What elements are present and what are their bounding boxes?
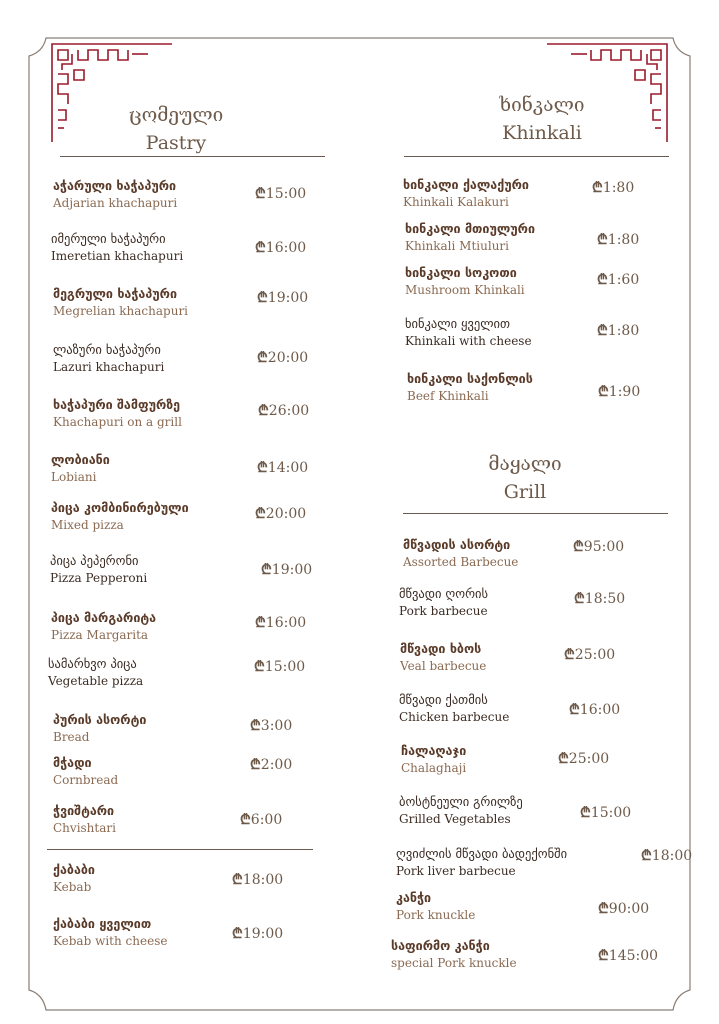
currency-symbol: ₾	[641, 848, 652, 864]
price-value: 19:00	[271, 562, 313, 578]
grill-divider	[403, 513, 668, 514]
item-name-ka: იმერული ხაჭაპური	[51, 231, 166, 246]
item-price	[592, 178, 634, 197]
price-value: 145:00	[608, 948, 659, 964]
menu-item	[399, 586, 488, 618]
menu-item	[53, 342, 164, 374]
item-name-en: Lazuri khachapuri	[53, 360, 165, 374]
item-name-ka: მწვადი ღორის	[399, 586, 489, 601]
currency-symbol: ₾	[255, 186, 266, 202]
currency-symbol: ₾	[240, 812, 251, 828]
currency-symbol: ₾	[558, 751, 569, 767]
currency-symbol: ₾	[598, 901, 609, 917]
grill-title-ka: მაყალი	[488, 453, 562, 475]
menu-item	[53, 862, 95, 894]
currency-symbol: ₾	[569, 702, 580, 718]
item-name-ka: ჩალაღაჯი	[401, 743, 467, 758]
price-value: 16:00	[579, 702, 621, 718]
menu-item	[53, 803, 116, 835]
item-price	[255, 238, 306, 257]
price-value: 16:00	[265, 615, 307, 631]
pastry-divider	[60, 156, 325, 157]
menu-item	[405, 265, 525, 297]
pastry-title-en: Pastry	[145, 132, 207, 154]
item-name-en: Khinkali Kalakuri	[403, 195, 509, 209]
menu-item	[53, 916, 167, 948]
item-price	[258, 401, 309, 420]
currency-symbol: ₾	[257, 460, 268, 476]
item-name-ka: ჭვიშტარი	[53, 803, 115, 818]
item-name-ka: ბოსტნეული გრილზე	[399, 794, 523, 809]
price-value: 19:00	[267, 290, 309, 306]
price-value: 1:80	[607, 232, 640, 248]
price-value: 1:80	[602, 180, 635, 196]
item-name-ka: მეგრული ხაჭაპური	[53, 286, 177, 301]
item-name-en: Mixed pizza	[51, 518, 124, 532]
item-price	[573, 537, 624, 556]
price-value: 26:00	[268, 403, 310, 419]
menu-item	[405, 316, 532, 348]
price-value: 14:00	[267, 460, 309, 476]
menu-item	[403, 177, 529, 209]
item-name-en: Kebab	[53, 880, 92, 894]
item-name-ka: პიცა მარგარიტა	[51, 610, 157, 625]
menu-item	[399, 794, 523, 826]
price-value: 1:60	[607, 272, 640, 288]
menu-item	[53, 755, 118, 787]
currency-symbol: ₾	[255, 240, 266, 256]
item-name-en: Chalaghaji	[401, 761, 467, 775]
item-name-ka: ხინკალი ყველით	[405, 316, 511, 331]
menu-item	[401, 743, 466, 775]
item-name-ka: საფირმო კანჭი	[391, 938, 490, 953]
item-name-en: Khachapuri on a grill	[53, 415, 182, 429]
item-price	[597, 270, 639, 289]
currency-symbol: ₾	[257, 350, 268, 366]
price-value: 6:00	[250, 812, 283, 828]
currency-symbol: ₾	[232, 872, 243, 888]
currency-symbol: ₾	[564, 647, 575, 663]
menu-item	[51, 231, 183, 263]
currency-symbol: ₾	[573, 539, 584, 555]
price-value: 20:00	[267, 350, 309, 366]
price-value: 1:80	[607, 323, 640, 339]
currency-symbol: ₾	[258, 403, 269, 419]
item-price	[597, 230, 639, 249]
price-value: 20:00	[265, 506, 307, 522]
item-name-ka: აჭარული ხაჭაპური	[53, 178, 177, 193]
price-value: 15:00	[590, 805, 632, 821]
item-price	[257, 348, 308, 367]
item-name-en: special Pork knuckle	[391, 956, 517, 970]
price-value: 1:90	[608, 384, 641, 400]
currency-symbol: ₾	[597, 272, 608, 288]
currency-symbol: ₾	[232, 926, 243, 942]
currency-symbol: ₾	[250, 718, 261, 734]
currency-symbol: ₾	[592, 180, 603, 196]
menu-item	[400, 641, 486, 673]
price-value: 18:00	[242, 872, 284, 888]
currency-symbol: ₾	[598, 948, 609, 964]
khinkali-heading	[442, 94, 642, 144]
currency-symbol: ₾	[597, 323, 608, 339]
item-name-ka: ლაზური ხაჭაპური	[53, 342, 161, 357]
menu-item	[50, 553, 147, 585]
price-value: 25:00	[568, 751, 610, 767]
item-name-en: Cornbread	[53, 773, 119, 787]
item-name-ka: კანჭი	[396, 890, 432, 905]
item-name-ka: მჭადი	[53, 755, 92, 770]
khinkali-divider	[404, 156, 669, 157]
item-name-ka: ქაბაბი ყველით	[53, 916, 152, 931]
item-name-en: Chvishtari	[53, 821, 116, 835]
item-price	[598, 382, 640, 401]
item-name-en: Vegetable pizza	[48, 674, 144, 688]
item-price	[232, 924, 283, 943]
menu-item	[51, 610, 156, 642]
item-price	[574, 589, 625, 608]
item-name-en: Veal barbecue	[400, 659, 487, 673]
item-name-en: Mushroom Khinkali	[405, 283, 525, 297]
price-value: 18:50	[584, 591, 626, 607]
item-price	[558, 749, 609, 768]
item-price	[255, 613, 306, 632]
khinkali-title-en: Khinkali	[502, 122, 582, 144]
price-value: 25:00	[574, 647, 616, 663]
item-name-en: Adjarian khachapuri	[53, 196, 178, 210]
menu-item	[51, 500, 189, 532]
item-price	[250, 716, 292, 735]
currency-symbol: ₾	[261, 562, 272, 578]
item-name-ka: ხინკალი საქონლის	[407, 371, 533, 386]
currency-symbol: ₾	[255, 615, 266, 631]
menu-item	[405, 221, 535, 253]
currency-symbol: ₾	[580, 805, 591, 821]
menu-item	[396, 846, 567, 878]
item-name-en: Khinkali with cheese	[405, 334, 532, 348]
menu-item	[51, 452, 110, 484]
item-name-ka: ქაბაბი	[53, 862, 95, 877]
item-price	[569, 700, 620, 719]
menu-item	[53, 178, 177, 210]
price-value: 15:00	[264, 659, 306, 675]
menu-item	[399, 692, 509, 724]
item-name-en: Bread	[53, 730, 90, 744]
item-name-ka: მწვადის ასორტი	[403, 537, 511, 552]
item-price	[597, 321, 639, 340]
price-value: 18:00	[651, 848, 693, 864]
grill-heading	[425, 453, 625, 503]
item-price	[240, 810, 282, 829]
item-price	[254, 657, 305, 676]
currency-symbol: ₾	[598, 384, 609, 400]
khinkali-title-ka: ხინკალი	[499, 94, 585, 116]
kebab-divider	[47, 849, 313, 850]
item-price	[257, 288, 308, 307]
item-price	[641, 846, 692, 865]
menu-item	[403, 537, 518, 569]
item-price	[255, 504, 306, 523]
item-name-ka: მწვადი ხბოს	[400, 641, 482, 656]
item-name-en: Pizza Margarita	[51, 628, 149, 642]
item-name-ka: პიცა პეპერონი	[50, 553, 139, 568]
item-price	[250, 755, 292, 774]
item-price	[232, 870, 283, 889]
pastry-heading	[76, 104, 276, 154]
item-name-en: Kebab with cheese	[53, 934, 168, 948]
item-name-en: Lobiani	[51, 470, 97, 484]
item-name-en: Megrelian khachapuri	[53, 304, 189, 318]
item-name-en: Pizza Pepperoni	[50, 571, 148, 585]
item-name-en: Pork liver barbecue	[396, 864, 516, 878]
item-name-ka: პურის ასორტი	[53, 712, 147, 727]
currency-symbol: ₾	[255, 506, 266, 522]
grill-title-en: Grill	[503, 481, 547, 503]
item-price	[598, 946, 658, 965]
currency-symbol: ₾	[574, 591, 585, 607]
item-name-en: Pork knuckle	[396, 908, 476, 922]
currency-symbol: ₾	[597, 232, 608, 248]
currency-symbol: ₾	[254, 659, 265, 675]
menu-item	[391, 938, 517, 970]
item-name-ka: სამარხვო პიცა	[48, 656, 137, 671]
price-value: 2:00	[260, 757, 293, 773]
pastry-title-ka: ცომეული	[128, 104, 224, 126]
item-name-ka: მწვადი ქათმის	[399, 692, 488, 707]
item-name-en: Chicken barbecue	[399, 710, 510, 724]
currency-symbol: ₾	[257, 290, 268, 306]
item-name-ka: ხაჭაპური შამფურზე	[53, 397, 181, 412]
item-name-ka: ხინკალი მთიულური	[405, 221, 535, 236]
item-name-ka: ლობიანი	[51, 452, 110, 467]
price-value: 15:00	[265, 186, 307, 202]
item-name-en: Pork barbecue	[399, 604, 488, 618]
item-name-en: Grilled Vegetables	[399, 812, 511, 826]
menu-item	[396, 890, 475, 922]
item-name-en: Khinkali Mtiuluri	[405, 239, 509, 253]
price-value: 16:00	[265, 240, 307, 256]
item-price	[580, 803, 631, 822]
currency-symbol: ₾	[250, 757, 261, 773]
item-name-ka: პიცა კომბინირებული	[51, 500, 189, 515]
menu-item	[53, 712, 146, 744]
item-name-en: Assorted Barbecue	[403, 555, 519, 569]
item-name-ka: ხინკალი სოკოთი	[405, 265, 517, 280]
menu-item	[407, 371, 533, 403]
price-value: 95:00	[583, 539, 625, 555]
item-name-en: Imeretian khachapuri	[51, 249, 184, 263]
price-value: 3:00	[260, 718, 293, 734]
item-price	[261, 560, 312, 579]
item-name-en: Beef Khinkali	[407, 389, 489, 403]
menu-item	[53, 286, 188, 318]
menu-item	[53, 397, 182, 429]
item-price	[257, 458, 308, 477]
item-name-ka: ღვიძლის მწვადი ბადექონში	[396, 846, 568, 861]
item-price	[564, 645, 615, 664]
menu-item	[48, 656, 143, 688]
price-value: 90:00	[608, 901, 650, 917]
price-value: 19:00	[242, 926, 284, 942]
item-price	[598, 899, 649, 918]
item-name-ka: ხინკალი ქალაქური	[403, 177, 529, 192]
item-price	[255, 184, 306, 203]
